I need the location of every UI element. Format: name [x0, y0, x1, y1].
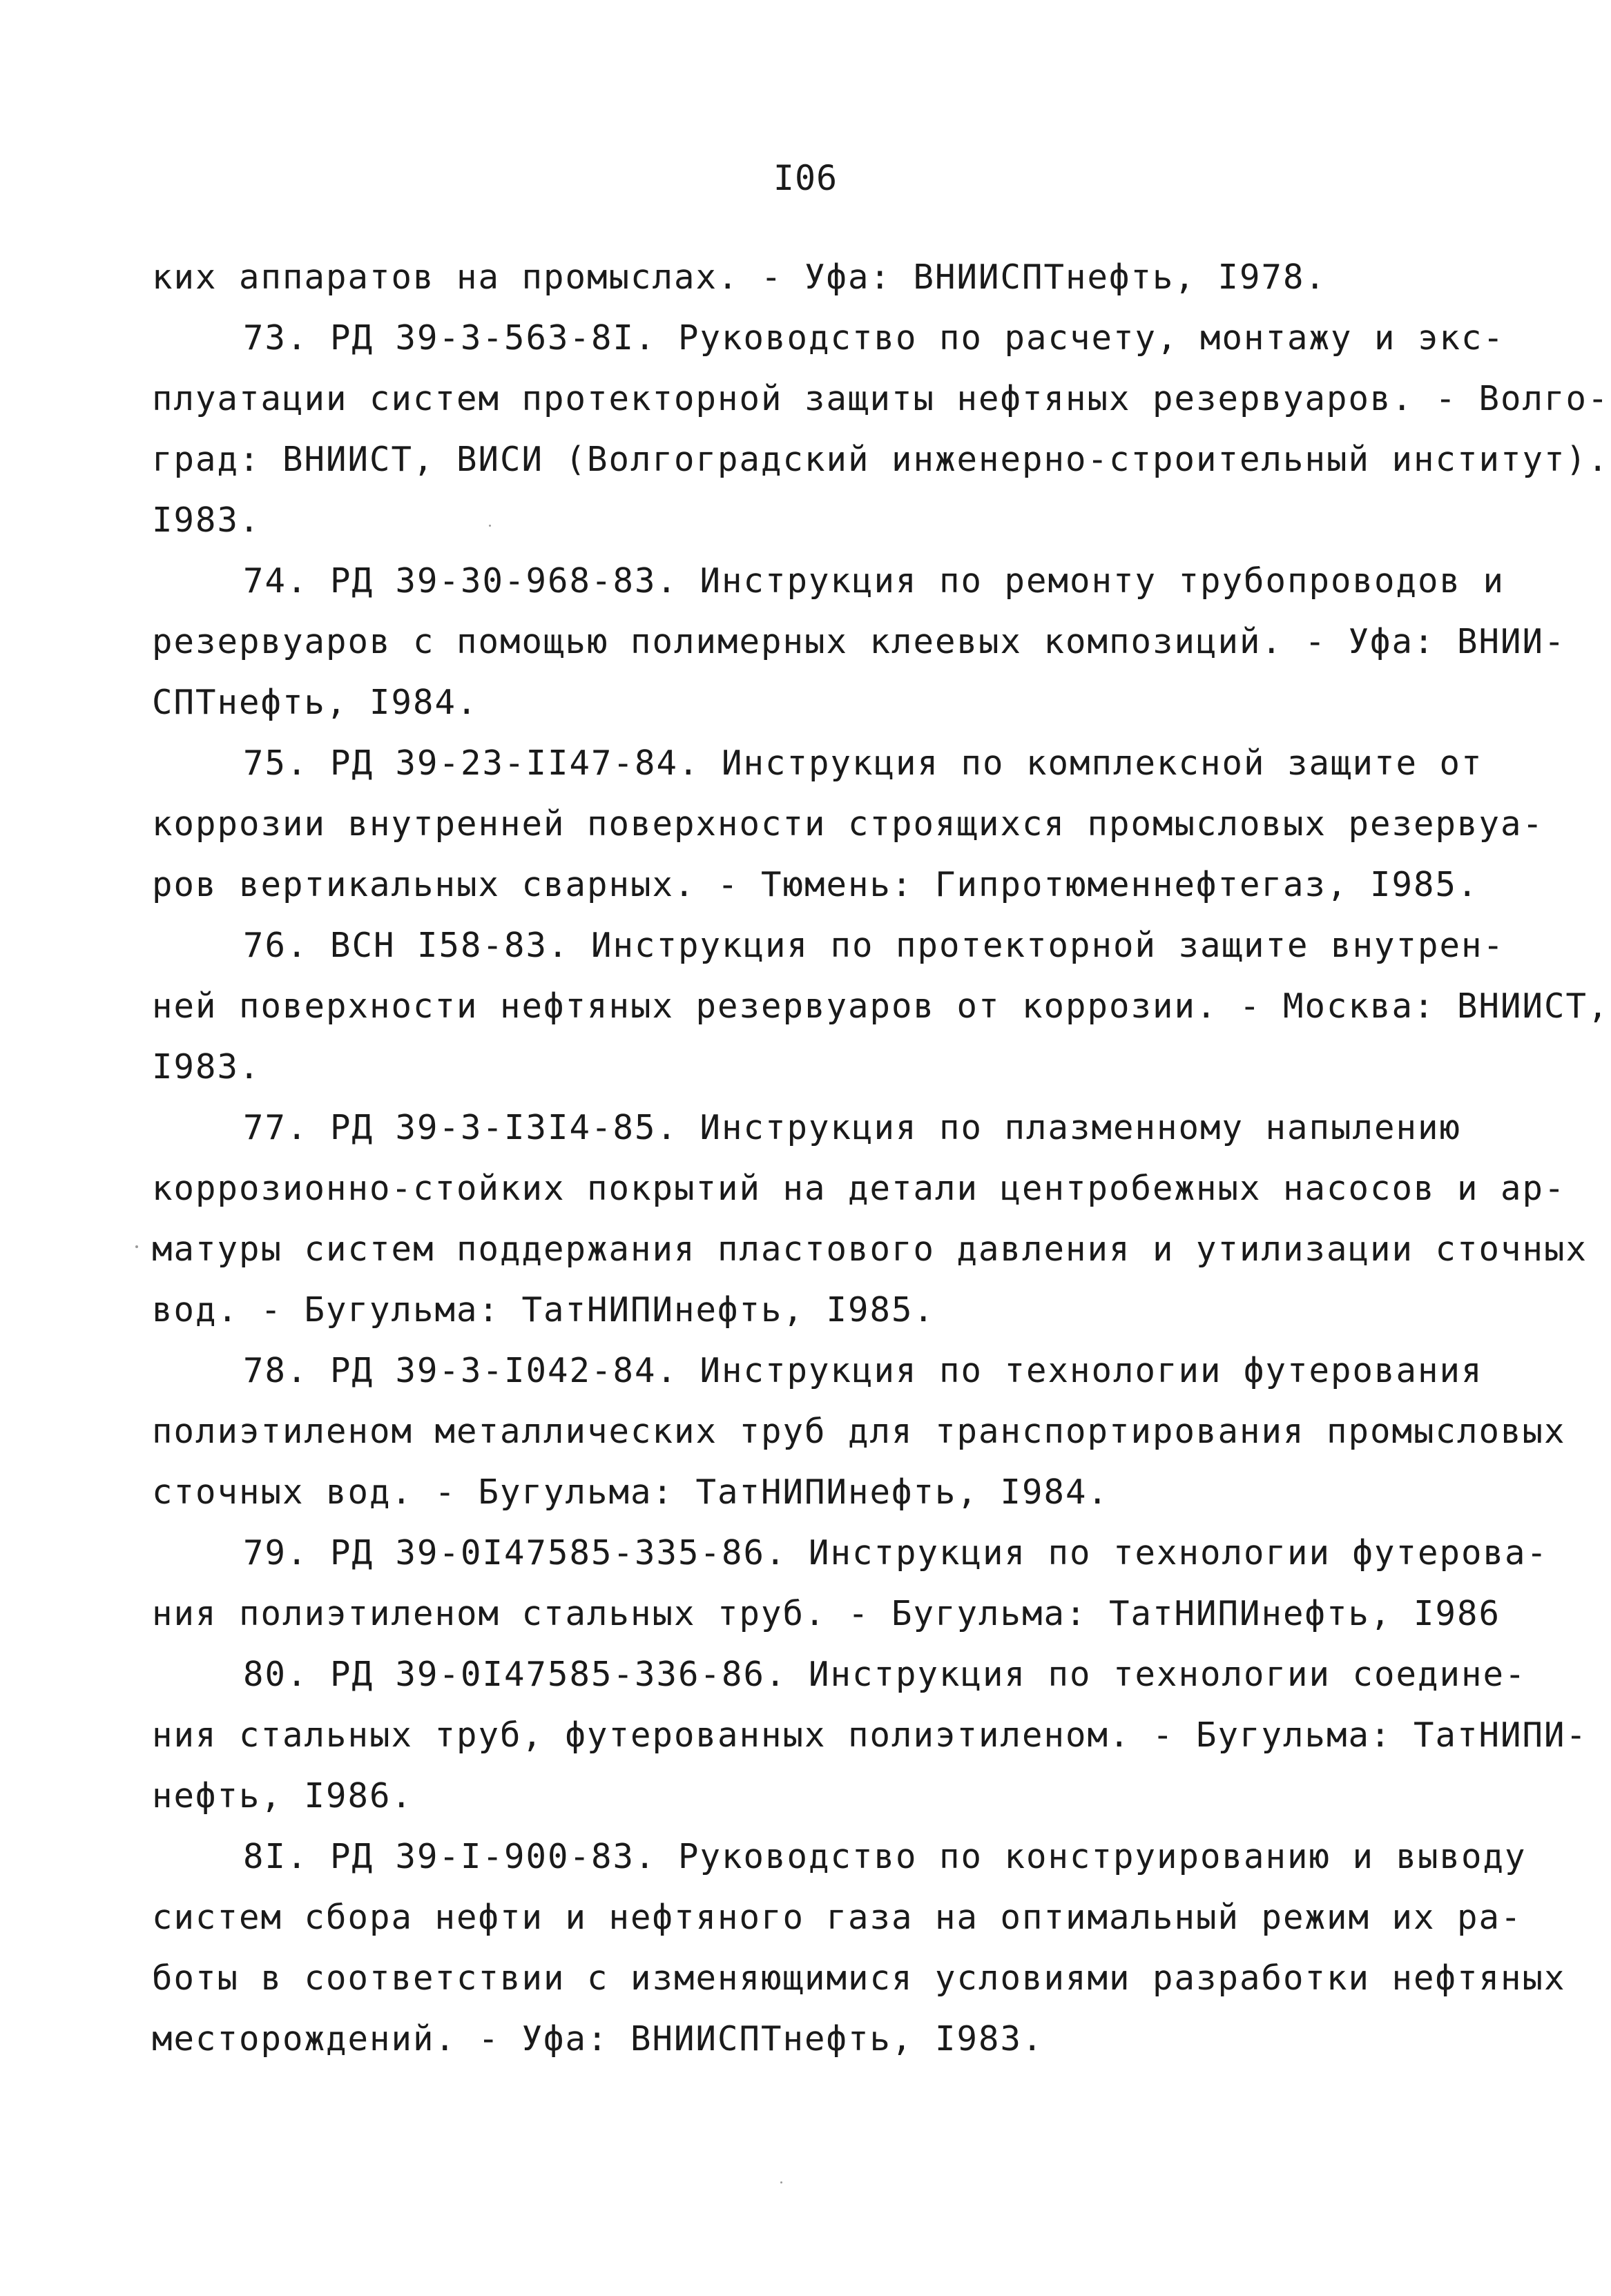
text-line: матуры систем поддержания пластового давления и утилизации сточных — [152, 1229, 1588, 1269]
text-line: полиэтиленом металлических труб для транспортирования промысловых — [152, 1412, 1566, 1451]
text-line: 80. РД 39-0I47585-336-86. Инструкция по технологии соедине- — [243, 1655, 1527, 1694]
text-line: 76. ВСН I58-83. Инструкция по протекторной защите внутрен- — [243, 926, 1505, 965]
text-line: 74. РД 39-30-968-83. Инструкция по ремонту трубопроводов и — [243, 561, 1505, 601]
text-line: сточных вод. - Бугульма: ТатНИПИнефть, I984. — [152, 1472, 1110, 1512]
text-line: 75. РД 39-23-II47-84. Инструкция по комплексной защите от — [243, 743, 1483, 783]
text-line: град: ВНИИСТ, ВИСИ (Волгоградский инженерно-строительный институт). — [152, 440, 1610, 479]
text-line: коррозии внутренней поверхности строящихся промысловых резервуа- — [152, 804, 1545, 844]
text-line: систем сбора нефти и нефтяного газа на оптимальный режим их ра- — [152, 1898, 1523, 1937]
text-line: резервуаров с помощью полимерных клеевых композиций. - Уфа: ВНИИ- — [152, 622, 1566, 661]
text-line: ней поверхности нефтяных резервуаров от коррозии. - Москва: ВНИИСТ, — [152, 986, 1610, 1026]
text-line: 73. РД 39-3-563-8I. Руководство по расчету, монтажу и экс- — [243, 318, 1505, 358]
text-line: ния полиэтиленом стальных труб. - Бугульма: ТатНИПИнефть, I986 — [152, 1594, 1501, 1633]
scan-speck — [489, 525, 491, 527]
text-line: плуатации систем протекторной защиты нефтяных резервуаров. - Волго- — [152, 379, 1610, 418]
text-line: СПТнефть, I984. — [152, 683, 479, 722]
text-line: ких аппаратов на промыслах. - Уфа: ВНИИСПТнефть, I978. — [152, 257, 1327, 297]
text-line: боты в соответствии с изменяющимися условиями разработки нефтяных — [152, 1958, 1566, 1998]
text-line: ров вертикальных сварных. - Тюмень: Гипротюменнефтегаз, I985. — [152, 865, 1479, 904]
scan-speck — [780, 2181, 782, 2183]
text-line: I983. — [152, 1047, 261, 1087]
text-line: вод. - Бугульма: ТатНИПИнефть, I985. — [152, 1290, 936, 1330]
text-line: коррозионно-стойких покрытий на детали центробежных насосов и ар- — [152, 1169, 1566, 1208]
page-number: I06 — [773, 158, 838, 198]
text-line: нефть, I986. — [152, 1776, 414, 1816]
text-line: 8I. РД 39-I-900-83. Руководство по конструированию и выводу — [243, 1837, 1527, 1876]
text-line: месторождений. - Уфа: ВНИИСПТнефть, I983. — [152, 2019, 1044, 2059]
text-line: I983. — [152, 500, 261, 540]
scan-speck — [135, 1245, 138, 1248]
text-line: 77. РД 39-3-I3I4-85. Инструкция по плазменному напылению — [243, 1108, 1462, 1147]
text-line: 79. РД 39-0I47585-335-86. Инструкция по технологии футерова- — [243, 1533, 1549, 1573]
text-line: 78. РД 39-3-I042-84. Инструкция по технологии футерования — [243, 1351, 1483, 1390]
text-line: ния стальных труб, футерованных полиэтиленом. - Бугульма: ТатНИПИ- — [152, 1715, 1588, 1755]
